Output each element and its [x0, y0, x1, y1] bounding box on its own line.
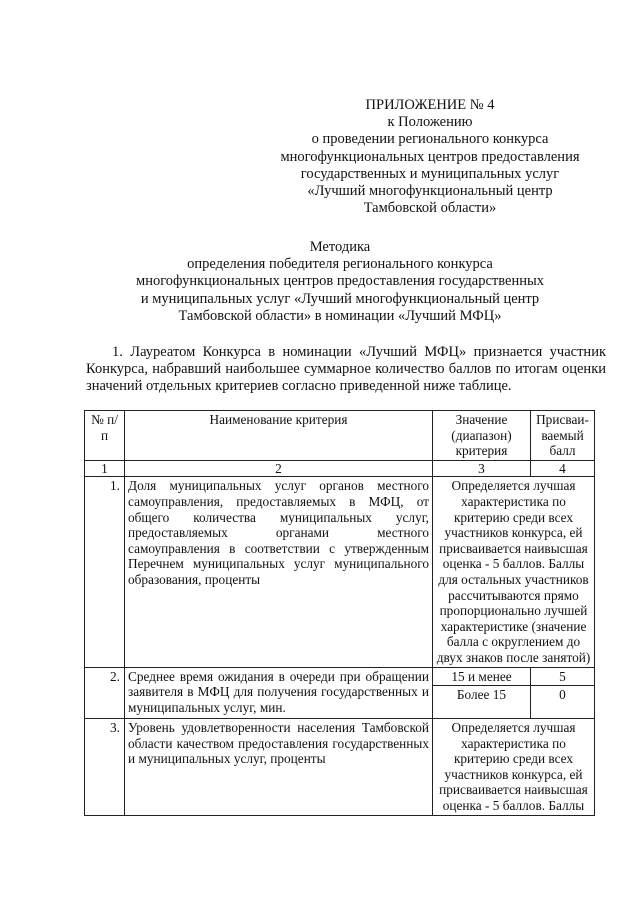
- appendix-line: к Положению: [387, 114, 473, 131]
- row-rule: Определяется лучшая характеристика по критерию среди всех участников конкурса, ей присваивается наивысшая оценка - 5 баллов. Баллы для остальных участников рассчитываются прямо пропорционально лучшей характеристике (значение балла с округлением до двух знаков после занятой): [433, 477, 595, 667]
- method-line: определения победителя регионального конкурса: [187, 256, 493, 273]
- method-title: Методика: [309, 239, 371, 255]
- table-index-row: [85, 460, 595, 477]
- range-value: Более 15: [433, 686, 531, 719]
- row-criterion: Среднее время ожидания в очереди при обращении заявителя в МФЦ для получения государственных и муниципальных услуг, мин.: [125, 667, 433, 719]
- row-num: 3.: [85, 719, 125, 816]
- table-row: [85, 719, 595, 816]
- header-num: № п/п: [85, 411, 125, 461]
- table-row: [85, 477, 595, 667]
- header-score: Присваи-ваемый балл: [531, 411, 595, 461]
- appendix-heading: [250, 97, 610, 217]
- range-score: 5: [531, 667, 595, 686]
- method-line: и муниципальных услуг «Лучший многофункциональный центр: [140, 290, 540, 307]
- table-row: [85, 667, 595, 686]
- method-heading: [60, 239, 620, 325]
- table-header-row: [85, 411, 595, 461]
- header-name: Наименование критерия: [125, 411, 433, 461]
- row-criterion: Доля муниципальных услуг органов местного самоуправления, предоставляемых в МФЦ, от общего количества муниципальных услуг, предоставляемых органами местного самоуправления в соответствии с утвержденным Перечнем муниципальных услуг муниципального образования, проценты: [125, 477, 433, 667]
- index-cell: 1: [85, 460, 125, 477]
- appendix-line: о проведении регионального конкурса: [311, 131, 549, 148]
- appendix-line: государственных и муниципальных услуг: [300, 165, 560, 182]
- header-value: Значение (диапазон) критерия: [433, 411, 531, 461]
- row-num: 1.: [85, 477, 125, 667]
- row-criterion: Уровень удовлетворенности населения Тамбовской области качеством предоставления государственных и муниципальных услуг, проценты: [125, 719, 433, 816]
- row-rule: Определяется лучшая характеристика по критерию среди всех участников конкурса, ей присваивается наивысшая оценка - 5 баллов. Баллы: [433, 719, 595, 816]
- method-line: Тамбовской области» в номинации «Лучший МФЦ»: [178, 307, 502, 324]
- appendix-line: многофункциональных центров предоставления: [280, 148, 580, 165]
- index-cell: 2: [125, 460, 433, 477]
- method-line: многофункциональных центров предоставления государственных: [136, 273, 544, 290]
- index-cell: 3: [433, 460, 531, 477]
- appendix-line: «Лучший многофункциональный центр: [307, 183, 553, 200]
- intro-paragraph: 1. Лауреатом Конкурса в номинации «Лучший МФЦ» признается участник Конкурса, набравший наибольшее суммарное количество баллов по итогам оценки значений отдельных критериев согласно приведенной ниже таблице.: [86, 344, 606, 395]
- row-num: 2.: [85, 667, 125, 719]
- range-score: 0: [531, 686, 595, 719]
- criteria-table: [84, 410, 595, 816]
- range-value: 15 и менее: [433, 667, 531, 686]
- appendix-line: Тамбовской области»: [363, 200, 497, 217]
- index-cell: 4: [531, 460, 595, 477]
- appendix-title: ПРИЛОЖЕНИЕ № 4: [365, 97, 495, 113]
